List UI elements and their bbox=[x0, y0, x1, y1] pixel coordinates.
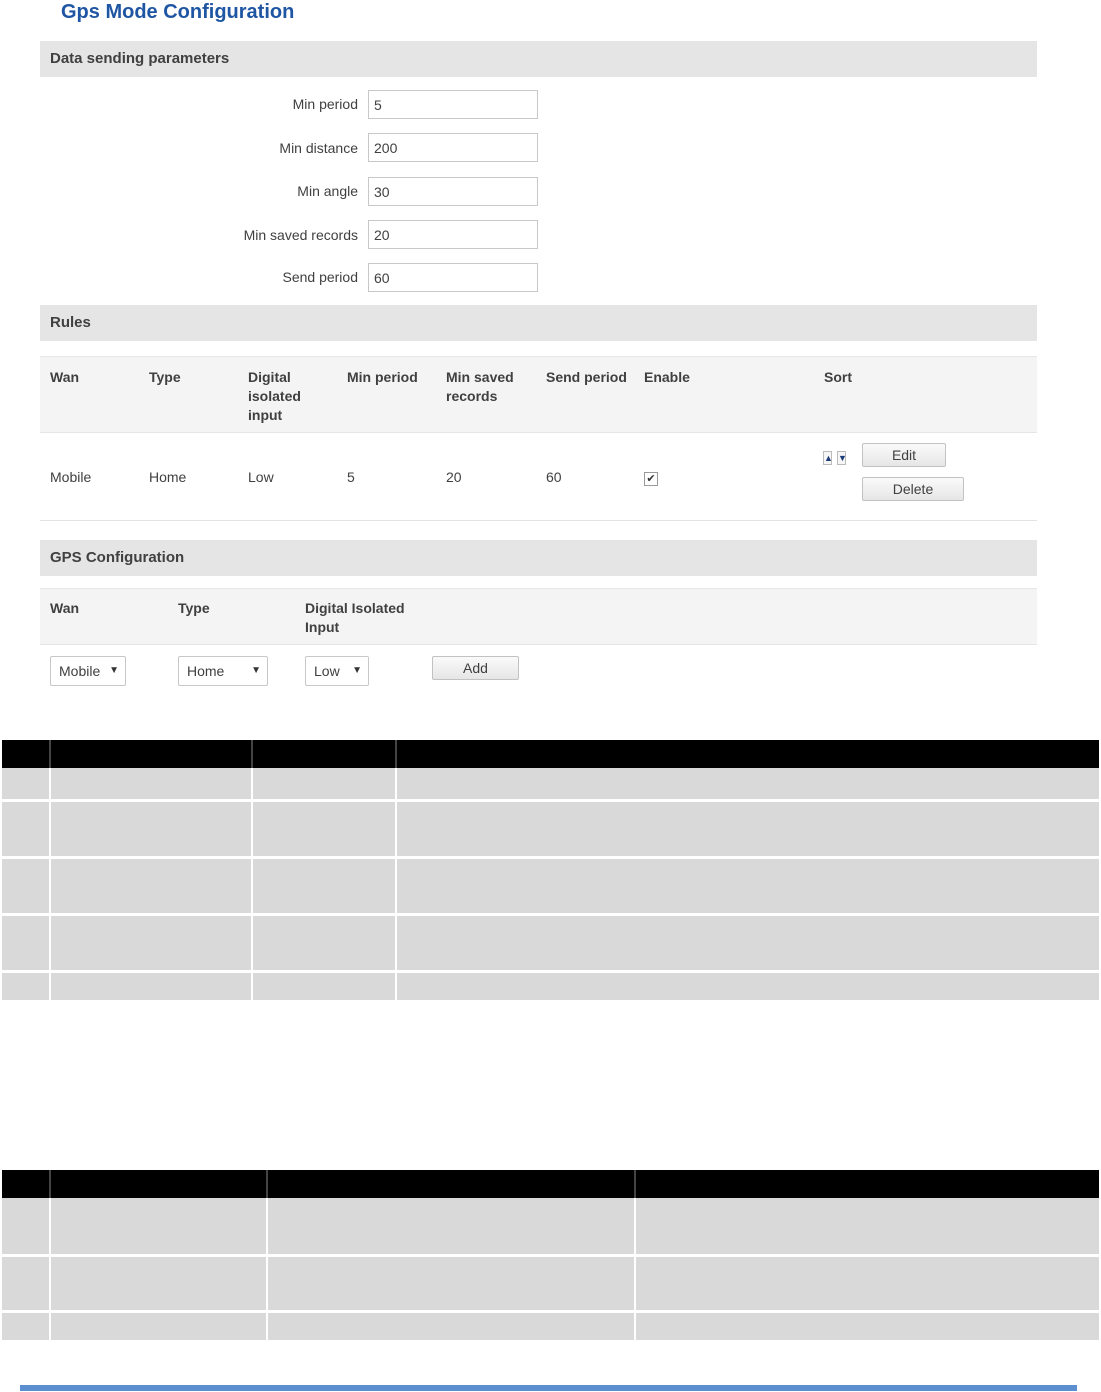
rule-digital-input-cell: Low bbox=[248, 469, 274, 485]
rules-col-min-period: Min period bbox=[347, 369, 418, 385]
col-divider bbox=[49, 740, 51, 768]
row-divider bbox=[2, 913, 1099, 916]
rule-wan-cell: Mobile bbox=[50, 469, 92, 485]
add-button[interactable]: Add bbox=[432, 656, 519, 680]
rules-section-header: Rules bbox=[40, 305, 1037, 341]
rules-col-digital-line3: input bbox=[248, 407, 283, 423]
delete-button[interactable]: Delete bbox=[862, 477, 964, 501]
rules-col-digital-line2: isolated bbox=[248, 388, 301, 404]
empty-table-2-body bbox=[2, 1198, 1099, 1340]
rules-col-wan: Wan bbox=[50, 369, 80, 385]
rules-col-sort: Sort bbox=[824, 369, 852, 385]
row-divider bbox=[2, 1310, 1099, 1313]
edit-button[interactable]: Edit bbox=[862, 443, 946, 467]
min-angle-input[interactable] bbox=[368, 177, 538, 206]
wan-select-value: Mobile bbox=[59, 663, 101, 679]
min-saved-records-label: Min saved records bbox=[243, 227, 358, 243]
rules-col-send-period: Send period bbox=[546, 369, 627, 385]
empty-table-2 bbox=[2, 1170, 1099, 1341]
col-divider bbox=[49, 1170, 51, 1198]
col-divider bbox=[251, 740, 253, 768]
chevron-down-icon: ▼ bbox=[251, 665, 261, 676]
empty-table-2-header bbox=[2, 1170, 1099, 1198]
empty-table-1-header bbox=[2, 740, 1099, 768]
col-divider bbox=[634, 1198, 636, 1340]
rule-type-cell: Home bbox=[149, 469, 187, 485]
row-divider bbox=[2, 1254, 1099, 1257]
wan-select[interactable] bbox=[50, 656, 126, 686]
rules-col-digital-line1: Digital bbox=[248, 369, 291, 385]
rules-col-min-saved-line2: records bbox=[446, 388, 498, 404]
rules-table-header bbox=[40, 356, 1037, 433]
empty-table-1 bbox=[2, 740, 1099, 1002]
empty-table-1-body bbox=[2, 768, 1099, 1000]
gps-col-wan: Wan bbox=[50, 600, 80, 616]
row-divider bbox=[2, 970, 1099, 973]
type-select[interactable] bbox=[178, 656, 268, 686]
min-distance-input[interactable] bbox=[368, 133, 538, 162]
gps-col-type: Type bbox=[178, 600, 210, 616]
min-saved-records-input[interactable] bbox=[368, 220, 538, 249]
gps-col-digital-isolated-input bbox=[305, 599, 405, 637]
col-divider bbox=[395, 768, 397, 1000]
footer-divider bbox=[20, 1385, 1077, 1391]
digital-select-value: Low bbox=[314, 663, 340, 679]
rules-col-enable: Enable bbox=[644, 369, 690, 385]
type-select-value: Home bbox=[187, 663, 225, 679]
enable-checkbox[interactable]: ✔ bbox=[644, 472, 658, 486]
col-divider bbox=[49, 768, 51, 1000]
col-divider bbox=[266, 1198, 268, 1340]
chevron-down-icon: ▼ bbox=[109, 665, 119, 676]
min-distance-label: Min distance bbox=[279, 140, 358, 156]
row-divider bbox=[2, 856, 1099, 859]
rule-min-period-cell: 5 bbox=[347, 469, 355, 485]
col-divider bbox=[634, 1170, 636, 1198]
rules-col-type: Type bbox=[149, 369, 181, 385]
data-sending-section-header: Data sending parameters bbox=[40, 41, 1037, 77]
row-divider bbox=[2, 799, 1099, 802]
send-period-label: Send period bbox=[282, 269, 358, 285]
min-period-label: Min period bbox=[292, 96, 358, 112]
gps-col-digital-line1: Digital Isolated bbox=[305, 600, 405, 616]
rules-col-min-saved-line1: Min saved bbox=[446, 369, 514, 385]
chevron-down-icon: ▼ bbox=[352, 665, 362, 676]
rule-send-period-cell: 60 bbox=[546, 469, 562, 485]
rules-row-divider bbox=[40, 520, 1037, 521]
gps-config-section-header: GPS Configuration bbox=[40, 540, 1037, 576]
sort-up-icon[interactable]: ▲ bbox=[824, 453, 833, 463]
col-divider bbox=[266, 1170, 268, 1198]
col-divider bbox=[251, 768, 253, 1000]
col-divider bbox=[49, 1198, 51, 1340]
rule-min-saved-records-cell: 20 bbox=[446, 469, 462, 485]
min-period-input[interactable] bbox=[368, 90, 538, 119]
gps-col-digital-line2: Input bbox=[305, 619, 340, 635]
send-period-input[interactable] bbox=[368, 263, 538, 292]
page-title: Gps Mode Configuration bbox=[61, 1, 295, 23]
rules-col-min-saved-records bbox=[446, 368, 514, 406]
rules-col-digital-isolated-input bbox=[248, 368, 301, 425]
min-angle-label: Min angle bbox=[297, 183, 358, 199]
col-divider bbox=[395, 740, 397, 768]
sort-down-icon[interactable]: ▼ bbox=[838, 453, 847, 463]
digital-isolated-input-select[interactable] bbox=[305, 656, 369, 686]
